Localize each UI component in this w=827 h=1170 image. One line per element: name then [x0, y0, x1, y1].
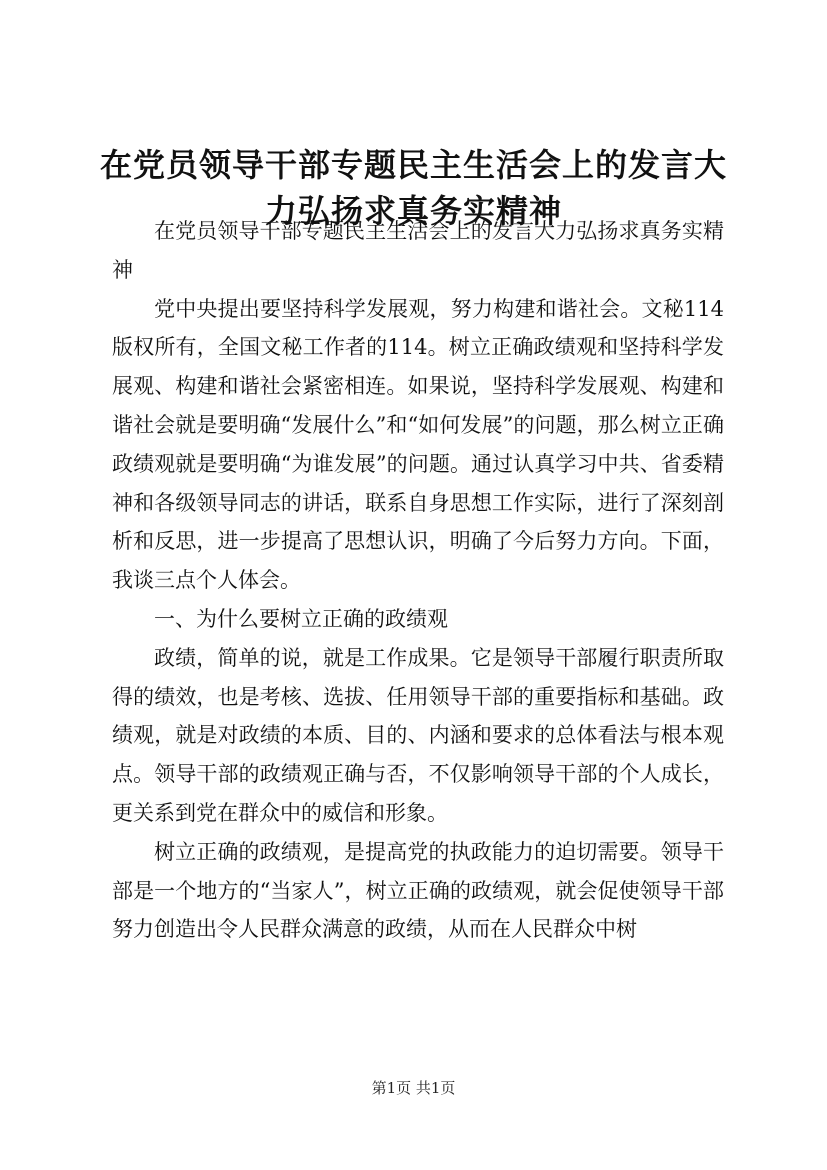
- body-paragraph: 在党员领导干部专题民主生活会上的发言大力弘扬求真务实精神: [112, 219, 724, 282]
- body-paragraph: 政绩，简单的说，就是工作成果。它是领导干部履行职责所取得的绩效，也是考核、选拔、任用领导干部的重要指标和基础。政绩观，就是对政绩的本质、目的、内涵和要求的总体看法与根本观点。领导干部的政绩观正确与否，不仅影响领导干部的个人成长，更关系到党在群众中的威信和形象。: [112, 645, 724, 825]
- page-footer: 第1页 共1页: [371, 1079, 456, 1097]
- document-body: [112, 212, 724, 949]
- body-paragraph: 党中央提出要坚持科学发展观，努力构建和谐社会。文秘114版权所有，全国文秘工作者的114。树立正确政绩观和坚持科学发展观、构建和谐社会紧密相连。如果说，坚持科学发展观、构建和谐社会就是要明确“发展什么”和“如何发展”的问题，那么树立正确政绩观就是要明确“为谁发展”的问题。通过认真学习中共、省委精神和各级领导同志的讲话，联系自身思想工作实际，进行了深刻剖析和反思，进一步提高了思想认识，明确了今后努力方向。下面，我谈三点个人体会。: [112, 296, 724, 593]
- section-heading: 一、为什么要树立正确的政绩观: [154, 606, 448, 631]
- body-paragraph: 树立正确的政绩观，是提高党的执政能力的迫切需要。领导干部是一个地方的“当家人”，树立正确的政绩观，就会促使领导干部努力创造出令人民群众满意的政绩，从而在人民群众中树: [112, 839, 724, 942]
- document-title: 在党员领导干部专题民主生活会上的发言大力弘扬求真务实精神: [100, 146, 728, 230]
